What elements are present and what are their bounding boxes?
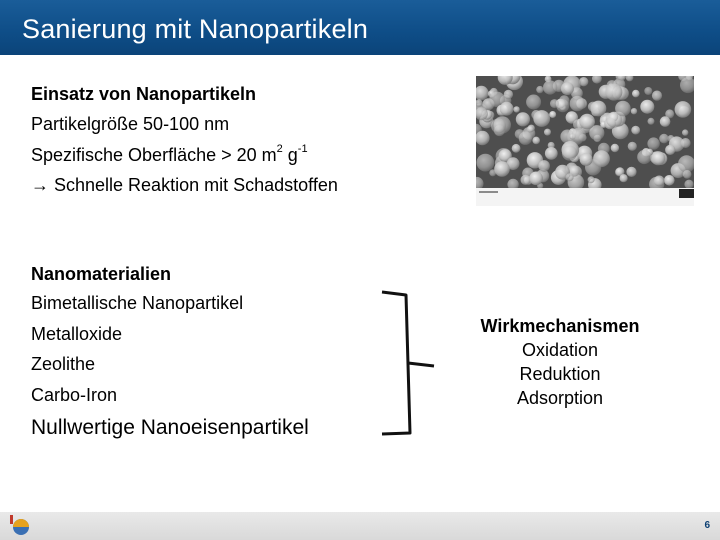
surface-area-sup-1: 2 [276, 143, 283, 155]
surface-area-main: Spezifische Oberfläche > 20 m [31, 145, 277, 165]
surface-area-sup-2: -1 [297, 143, 308, 155]
mechanism-item: Reduktion [519, 364, 601, 384]
particle-size-text: Partikelgröße 50-100 nm [31, 114, 230, 134]
mechanism-item: Oxidation [521, 340, 599, 360]
slide-title: Sanierung mit Nanopartikeln [22, 14, 369, 44]
mechanisms-heading: Wirkmechanismen [480, 316, 640, 336]
intro-heading: Einsatz von Nanopartikeln [31, 84, 257, 104]
material-item: Carbo-Iron [31, 385, 118, 405]
mechanism-item: Adsorption [516, 388, 604, 408]
reaction-text: → Schnelle Reaktion mit Schadstoffen [31, 175, 338, 195]
materials-heading: Nanomaterialien [31, 264, 172, 284]
footer-bar [0, 512, 720, 540]
title-bar [0, 0, 720, 55]
material-item: Metalloxide [31, 324, 123, 344]
surface-area-text [31, 144, 308, 166]
material-item: Bimetallische Nanopartikel [31, 293, 244, 313]
surface-area-unit: g [282, 145, 298, 165]
university-logo-icon [8, 514, 34, 538]
material-item: Zeolithe [31, 354, 96, 374]
mechanisms-block [462, 314, 658, 410]
bracket-icon [380, 290, 442, 440]
sem-micrograph-image [476, 76, 694, 206]
zero-valent-iron-text: Nullwertige Nanoeisenpartikel [31, 416, 309, 439]
page-number: 6 [704, 520, 710, 531]
